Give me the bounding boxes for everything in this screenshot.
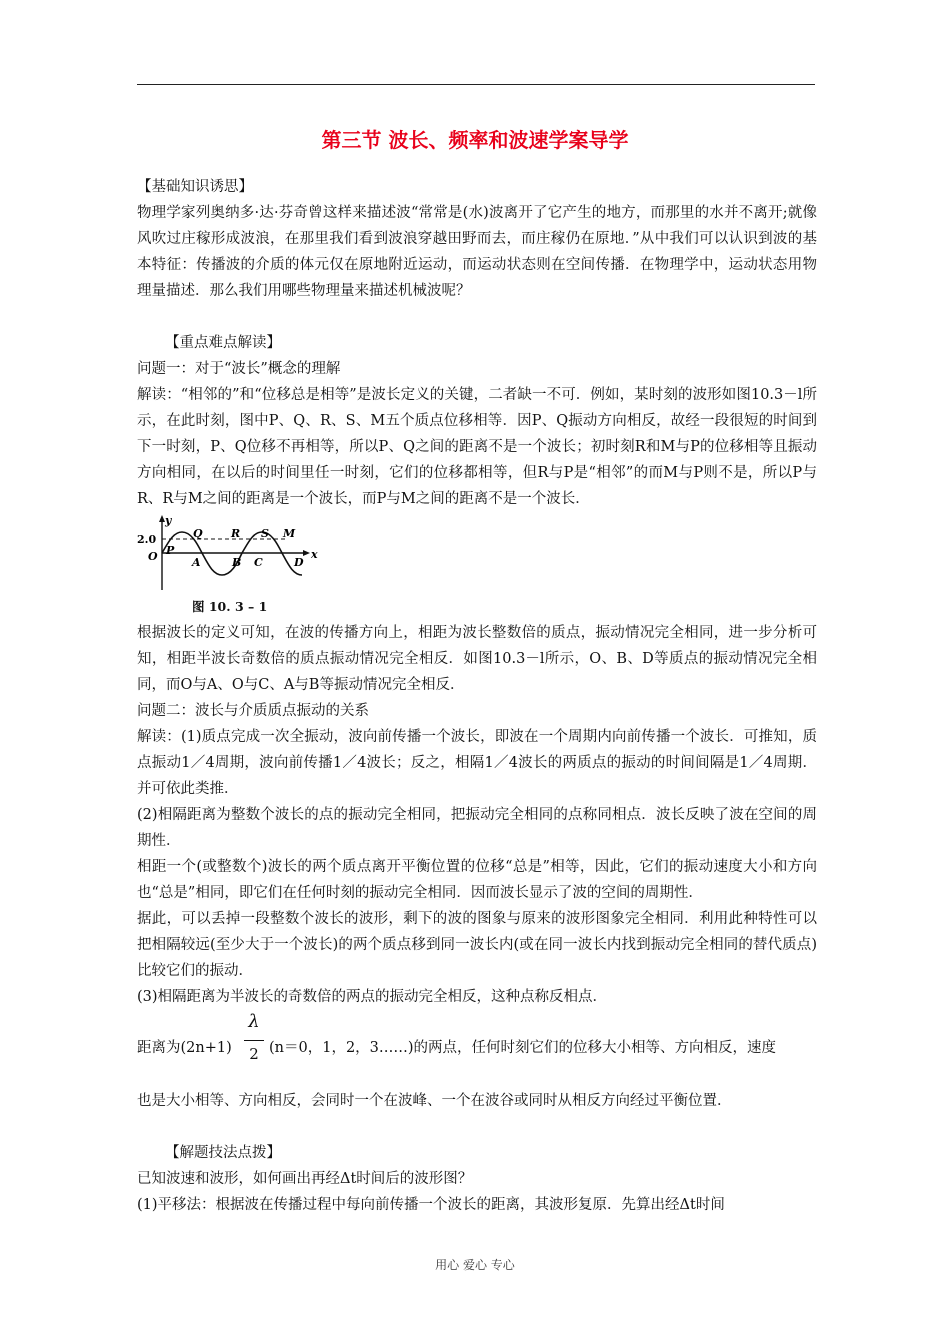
point-m-label: M [283, 527, 296, 540]
page-title: 第三节 波长、频率和波速学案导学 [321, 128, 629, 152]
point-a-label: A [192, 556, 201, 569]
section3-paragraph2: (1)平移法：根据波在传播过程中每向前传播一个波长的距离，其波形复原．先算出经Δt时间 [137, 1197, 725, 1213]
question2-paragraph4: 据此，可以丢掉一段整数个波长的波形，剩下的波的图象与原来的波形图象完全相同．利用此种特性可以把相隔较远(至少大于一个波长)的两个质点移到同一波长内(或在同一波长内找到振动完全相同的替代质点)比较它们的振动． [137, 911, 817, 979]
point-p-label: P [166, 544, 175, 557]
lambda-half-fraction [244, 1010, 264, 1063]
section1-paragraph: 物理学家列奥纳多·达·芬奇曾这样来描述波“常常是(水)波离开了它产生的地方，而那里的水并不离开;就像风吹过庄稼形成波浪，在那里我们看到波浪穿越田野而去，而庄稼仍在原地．”从中我们可以认识到波的基本特征：传播波的介质的体元仅在原地附近运动，而运动状态则在空间传播．在物理学中，运动状态用物理量描述．那么我们用哪些物理量来描述机械波呢？ [137, 205, 817, 299]
question1-title: 问题一：对于“波长”概念的理解 [137, 361, 341, 377]
figure-caption: 图 10. 3 – 1 [192, 599, 268, 614]
question2-point3: (3)相隔距离为半波长的奇数倍的两点的振动完全相反，这种点称反相点． [137, 989, 608, 1005]
question2-title: 问题二：波长与介质质点振动的关系 [137, 703, 369, 719]
question2-point2: (2)相隔距离为整数个波长的点的振动完全相同，把振动完全相同的点称同相点．波长反映了波在空间的周期性． [137, 807, 817, 849]
question2-paragraph3: 相距一个(或整数个)波长的两个质点离开平衡位置的位移“总是”相等，因此，它们的振动速度大小和方向也“总是”相同，即它们在任何时刻的振动完全相同．因而波长显示了波的空间的周期性． [137, 859, 817, 901]
question1-paragraph: 解读：“相邻的”和“位移总是相等”是波长定义的关键，二者缺一不可．例如，某时刻的波形如图10.3－l所示，在此时刻，图中P、Q、R、S、M五个质点位移相等．因P、Q振动方向相反，故经一段很短的时间到下一时刻，P、Q位移不再相等，所以P、Q之间的距离不是一个波长；初时刻R和M与P的位移相等且振动方向相同，在以后的时间里任一时刻，它们的位移都相等，但R与P是“相邻”的而M与P则不是，所以P与R、R与M之间的距离是一个波长，而P与M之间的距离不是一个波长． [137, 387, 817, 507]
page-footer: 用心 爱心 专心 [435, 1258, 515, 1272]
section3-paragraph1: 已知波速和波形，如何画出再经Δt时间后的波形图？ [137, 1171, 473, 1187]
wave-figure [137, 514, 817, 594]
point-r-label: R [231, 527, 241, 540]
point-b-label: B [232, 556, 242, 569]
x-axis-label: x [311, 548, 318, 561]
section3-heading: 【解题技法点拨】 [165, 1145, 281, 1161]
wave-graph [137, 514, 337, 594]
fraction-bar [244, 1040, 264, 1041]
question2-paragraph7: 也是大小相等、方向相反，会同时一个在波峰、一个在波谷或同时从相反方向经过平衡位置． [137, 1093, 732, 1109]
section2-heading: 【重点难点解读】 [165, 335, 281, 351]
section1-heading: 【基础知识诱思】 [137, 179, 253, 195]
point-q-label: Q [193, 527, 203, 540]
document-body [137, 174, 817, 1218]
y-axis-label: y [165, 514, 172, 527]
header-rule [137, 84, 815, 85]
distance-suffix: (n＝0，1，2，3……)的两点，任何时刻它们的位移大小相等、方向相反，速度 [269, 1040, 777, 1056]
y-tick-label: 2.0 [137, 533, 157, 546]
fraction-line [137, 1010, 817, 1088]
point-c-label: C [254, 556, 263, 569]
point-d-label: D [294, 556, 304, 569]
question2-point1: 解读：(1)质点完成一次全振动，波向前传播一个波长，即波在一个周期内向前传播一个波长．可推知，质点振动1／4周期，波向前传播1／4波长；反之，相隔1／4波长的两质点的振动的时间间隔是1／4周期．并可依此类推． [137, 729, 817, 797]
point-s-label: S [261, 527, 269, 540]
x-axis-arrow [303, 550, 310, 556]
distance-prefix: 距离为(2n+1) [137, 1040, 232, 1056]
paragraph-wavelength-definition: 根据波长的定义可知，在波的传播方向上，相距为波长整数倍的质点，振动情况完全相同，进一步分析可知，相距半波长奇数倍的质点振动情况完全相反．如图10.3－l所示，O、B、D等质点的振动情况完全相同，而O与A、O与C、A与B等振动情况完全相反． [137, 625, 817, 693]
origin-label: O [148, 550, 158, 563]
fraction-numerator: λ [248, 1011, 260, 1032]
fraction-denominator: 2 [249, 1045, 259, 1063]
